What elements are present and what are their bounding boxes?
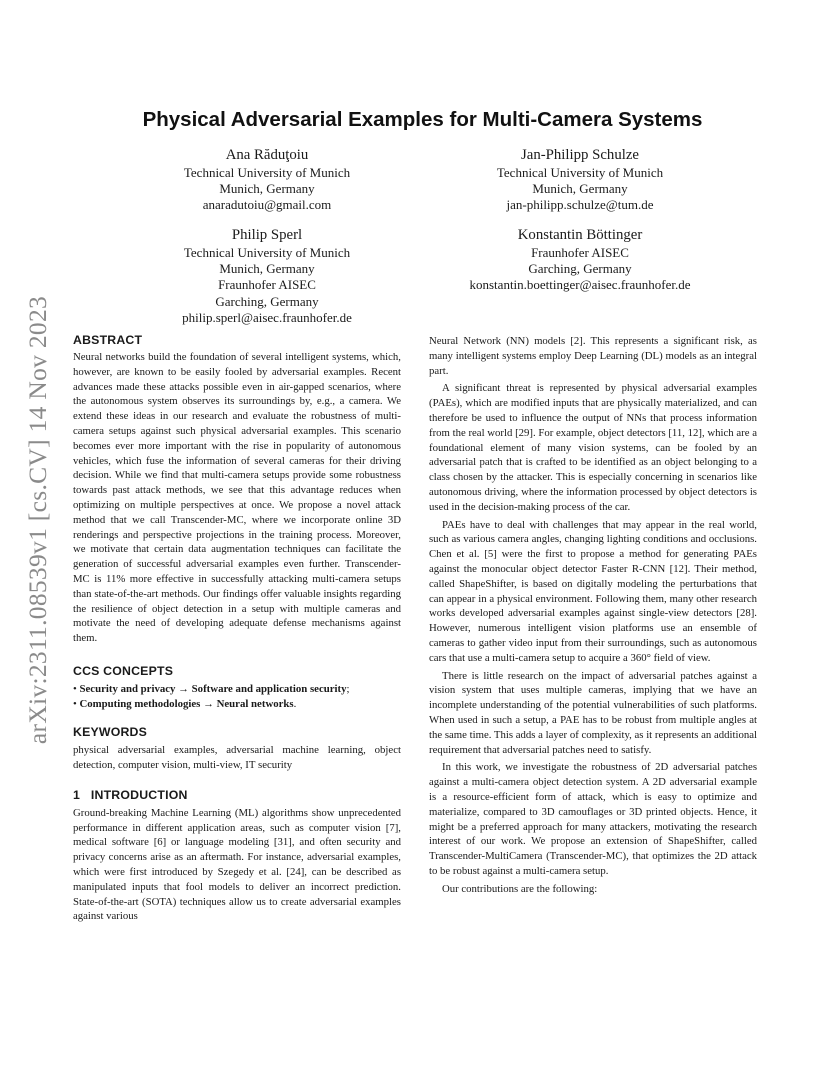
abstract-heading: ABSTRACT (73, 333, 143, 347)
author-name: Jan-Philipp Schulze (521, 147, 639, 163)
body-paragraph: Neural Network (NN) models [2]. This represents a significant risk, as many intelligent systems employ Deep Learning (DL) models as an integral part. (429, 335, 757, 377)
author-name: Philip Sperl (231, 227, 303, 243)
body-paragraph: Our contributions are the following: (442, 882, 598, 895)
author-affiliation: Technical University of Munich (183, 165, 351, 180)
author-location: Munich, Germany (532, 181, 628, 197)
author-affiliation: Technical University of Munich (496, 165, 664, 180)
author-email: philip.sperl@aisec.fraunhofer.de (182, 309, 352, 325)
left-column (73, 333, 401, 924)
author-name: Konstantin Böttinger (517, 227, 643, 243)
author-location: Garching, Germany (215, 293, 319, 309)
arxiv-identifier: arXiv:2311.08539v1 [cs.CV] 14 Nov 2023 (23, 295, 52, 745)
author-affiliation: Fraunhofer AISEC (531, 245, 629, 260)
arxiv-sidebar (18, 280, 58, 760)
intro-paragraph: Ground-breaking Machine Learning (ML) algorithms show unprecedented performance in different application areas, such as computer vision [7], medical software [6] or language modeling [31], and often security and privacy concerns arise as an aftermath. For instance, adversarial examples, which were first introduced by Szegedy et al. [24], can be described as manipulated inputs that fool models to deliver an incorrect prediction. State-of-the-art (SOTA) techniques allow us to create adversarial examples against various (73, 806, 401, 923)
ccs-item: • Security and privacy → Software and application security; (73, 682, 350, 695)
author-location: Munich, Germany (219, 181, 315, 197)
ccs-heading: CCS CONCEPTS (73, 663, 174, 678)
abstract-text: Neural networks build the foundation of several intelligent systems, which, however, are known to be easily fooled by adversarial examples. Recent advances made these attacks possible even in air-gapped scenarios, where the autonomous system observes its surroundings by, e.g., a camera. We extend these ideas in our research and evaluate the robustness of multi-camera setups against such physical adversarial examples. This scenario becomes ever more important with the rise in popularity of autonomous vehicles, which fuse the information of several cameras for their driving decision. While we find that multi-camera setups provide some robustness towards past attack methods, we see that this advantage reduces when optimizing on multiple perspectives at once. We propose a novel attack method that we call Transcender-MC, where we incorporate online 3D renderings and perspective projections in the training process. Moreover, we motivate that certain data augmentation techniques can facilitate the generation of successful adversarial examples even further. Transcender-MC is 11% more effective in successfully attacking multi-camera setups than state-of-the-art methods. Our findings offer valuable insights regarding the resilience of object detection in a setup with multiple cameras and motivate the need of developing adequate defense mechanisms against them. (73, 351, 401, 645)
keywords-text: physical adversarial examples, adversarial machine learning, object detection, computer vision, multi-view, IT security (73, 744, 401, 771)
author-block-4 (430, 226, 730, 294)
body-paragraph: In this work, we investigate the robustness of 2D adversarial patches against a multi-camera object detection system. A 2D adversarial example is a resource-efficient form of attack, which is easy to optimize and materialize, compared to 3D camouflages or 3D printed objects. Hence, it might be a preferred approach for many attackers, motivating the research interest of our work. We propose an extension of ShapeShifter, called Transcender-MultiCamera (Transcender-MC), that optimizes the 2D attack to be robust against a multi-camera setup. (429, 761, 757, 877)
keywords-heading: KEYWORDS (73, 725, 148, 740)
author-name: Ana Răduţoiu (225, 147, 309, 163)
author-affiliation: Fraunhofer AISEC (218, 277, 316, 293)
author-email: jan-philipp.schulze@tum.de (506, 197, 654, 213)
author-email: anaradutoiu@gmail.com (202, 197, 332, 213)
ccs-item: • Computing methodologies → Neural networks. (73, 697, 297, 710)
paper-title: Physical Adversarial Examples for Multi-Camera Systems (142, 108, 703, 131)
right-column (429, 334, 757, 896)
section-heading-introduction: 1 INTRODUCTION (73, 787, 188, 802)
author-block-3 (112, 226, 422, 326)
author-email: konstantin.boettinger@aisec.fraunhofer.de (469, 277, 691, 293)
author-block-2 (445, 146, 715, 214)
author-block-1 (132, 146, 402, 214)
author-affiliation: Technical University of Munich (183, 245, 351, 260)
body-paragraph: PAEs have to deal with challenges that may appear in the real world, such as various camera angles, changing lighting conditions and occlusions. Chen et al. [5] were the first to propose a method for generating PAEs against the monocular object detector Faster R-CNN [12]. Their method, called ShapeShifter, is based on digitally modeling the perturbations that can appear in a physical environment. Following them, many other research works developed adversarial examples against single-view detectors [28]. However, numerous intelligent vision platforms use an ensemble of cameras to gather video input from their surroundings, such as autonomous cars that use a multi-camera setup to acquire a 360° field of view. (429, 518, 757, 664)
ccs-list (73, 682, 401, 711)
author-location: Garching, Germany (528, 261, 632, 277)
body-paragraph: A significant threat is represented by physical adversarial examples (PAEs), which are modified inputs that are physically materialized, and can therefore be used to influence the output of NNs that process information from the real world [29]. For example, object detectors [11, 12], which are a foundational element of many vision systems, can be fooled by an adversarial patch that is crafted to be identified as an object belonging to a class chosen by the attacker. This is especially concerning in scenarios like autonomous driving, where the information processed by object detectors is used in the decision-making process of the car. (429, 382, 757, 513)
body-paragraph: There is little research on the impact of adversarial patches against a vision system that uses multiple cameras, implying that we have an incomplete understanding of the potential vulnerabilities of such platforms. When used in such a setup, a PAE has to be robust from multiple angles at the same time. This adds a layer of complexity, as it represents an additional requirement that adversarial patches need to satisfy. (429, 669, 757, 756)
author-location: Munich, Germany (219, 261, 315, 277)
